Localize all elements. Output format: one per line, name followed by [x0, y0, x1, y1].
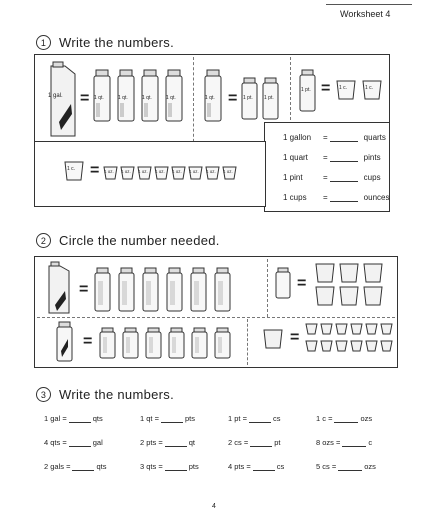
answer-blank[interactable] [250, 438, 272, 447]
ounce-cup: 1 oz. [103, 166, 118, 180]
small-cup-icon[interactable] [335, 323, 348, 335]
answer-blank[interactable] [330, 133, 358, 142]
small-cup-icon[interactable] [365, 340, 378, 352]
answer-blank[interactable] [69, 438, 91, 447]
measuring-cup-icon [263, 329, 283, 349]
problem: 5 cs = ozs [316, 462, 376, 471]
quart-jar: 1 qt. [140, 69, 160, 123]
equals-sign: = [83, 333, 93, 350]
answer-blank[interactable] [249, 414, 271, 423]
equals-sign: = [321, 80, 331, 97]
quart-jar: 1 qt. [116, 69, 136, 123]
cup: 1 c. [335, 79, 357, 101]
answer-blank[interactable] [253, 462, 275, 471]
cup-ounce-box [34, 141, 266, 207]
ounce-cup: 1 oz. [137, 166, 152, 180]
quart-group [92, 69, 184, 123]
conversion-row: 1 quart = pints [283, 153, 381, 162]
small-cup-icon[interactable] [350, 340, 363, 352]
answer-blank[interactable] [334, 414, 358, 423]
equals-sign: = [228, 90, 238, 107]
section-title: Write the numbers. [59, 387, 174, 402]
ounce-group [103, 166, 237, 180]
problem: 1 c = ozs [316, 414, 373, 423]
conversion-row: 1 cups = ounces [283, 193, 390, 202]
pint-jar: 1 pt. [262, 77, 279, 121]
ounce-cup: 1 oz. [120, 166, 135, 180]
pint-jar-icon[interactable] [214, 327, 231, 359]
divider [193, 57, 194, 147]
pint-jar: 1 pt. [241, 77, 258, 121]
answer-blank[interactable] [165, 438, 187, 447]
worksheet-label: Worksheet 4 [340, 9, 391, 19]
small-cup-icon[interactable] [320, 340, 333, 352]
answer-blank[interactable] [161, 414, 183, 423]
page-number: 4 [212, 503, 216, 510]
quart-jar-icon[interactable] [93, 267, 112, 313]
quart-jar: 1 qt. [164, 69, 184, 123]
measuring-cup-icon[interactable] [339, 263, 359, 283]
conversion-row: 1 gallon = quarts [283, 133, 386, 142]
section-2-heading [36, 233, 220, 248]
section-number: 1 [36, 35, 51, 50]
gallon-jug-icon [45, 60, 81, 140]
pint-jar: 1 pt. [299, 69, 316, 113]
problem: 2 cs = pt [228, 438, 281, 447]
quart-jar-icon[interactable] [213, 267, 232, 313]
quart-jar-icon[interactable] [117, 267, 136, 313]
problem: 2 gals = qts [44, 462, 107, 471]
ounce-cup: 1 oz. [188, 166, 203, 180]
problem: 3 qts = pts [140, 462, 199, 471]
problem: 1 gal = qts [44, 414, 103, 423]
small-cup-icon[interactable] [305, 323, 318, 335]
divider [37, 317, 395, 318]
pint-jar-icon[interactable] [99, 327, 116, 359]
pint-choices [99, 327, 231, 359]
problem: 1 qt = pts [140, 414, 195, 423]
pint-jar-icon[interactable] [168, 327, 185, 359]
conversion-row: 1 pint = cups [283, 173, 381, 182]
pint-jar-icon[interactable] [122, 327, 139, 359]
equals-sign: = [80, 90, 90, 107]
section-1-heading [36, 35, 174, 50]
ounce-choices [305, 323, 393, 352]
equals-sign: = [290, 329, 300, 346]
measuring-cup-icon[interactable] [315, 263, 335, 283]
measuring-cup-icon[interactable] [339, 286, 359, 306]
section-2-picture-box [34, 256, 398, 368]
pint-jar-icon[interactable] [191, 327, 208, 359]
cup-choices [315, 263, 383, 306]
answer-blank[interactable] [342, 438, 366, 447]
quart-jar-icon[interactable] [165, 267, 184, 313]
problem: 4 qts = gal [44, 438, 103, 447]
pint-jar-icon[interactable] [145, 327, 162, 359]
answer-blank[interactable] [330, 193, 358, 202]
quart-jar: 1 qt. [203, 69, 223, 123]
section-title: Write the numbers. [59, 35, 174, 50]
problem: 1 pt = cs [228, 414, 281, 423]
measuring-cup-icon[interactable] [315, 286, 335, 306]
answer-blank[interactable] [165, 462, 187, 471]
small-cup-icon[interactable] [365, 323, 378, 335]
cup: 1 c. [361, 79, 383, 101]
quart-jar-icon[interactable] [141, 267, 160, 313]
ounce-cup: 1 oz. [205, 166, 220, 180]
measuring-cup-icon[interactable] [363, 263, 383, 283]
small-cup-icon[interactable] [335, 340, 348, 352]
answer-blank[interactable] [330, 153, 358, 162]
gallon-label: 1 gal. [48, 93, 63, 99]
divider [267, 259, 268, 317]
cup-group [335, 79, 383, 101]
cup: 1 c. [63, 160, 85, 182]
small-cup-icon[interactable] [380, 340, 393, 352]
section-title: Circle the number needed. [59, 233, 220, 248]
small-cup-icon[interactable] [380, 323, 393, 335]
small-cup-icon[interactable] [350, 323, 363, 335]
problem: 8 ozs = c [316, 438, 373, 447]
gallon-jug-icon [45, 261, 73, 315]
answer-blank[interactable] [69, 414, 91, 423]
section-number: 2 [36, 233, 51, 248]
equals-sign: = [297, 275, 307, 292]
quart-jar-icon[interactable] [189, 267, 208, 313]
small-cup-icon[interactable] [305, 340, 318, 352]
ounce-cup: 1 oz. [154, 166, 169, 180]
ounce-cup: 1 oz. [222, 166, 237, 180]
problem: 4 pts = cs [228, 462, 285, 471]
section-number: 3 [36, 387, 51, 402]
header-rule [326, 4, 412, 5]
pint-group [241, 77, 279, 121]
equals-sign: = [79, 281, 89, 298]
conversion-box [264, 122, 390, 212]
quart-choices [93, 267, 232, 313]
ounce-cup: 1 oz. [171, 166, 186, 180]
quart-jar: 1 qt. [92, 69, 112, 123]
section-3-heading [36, 387, 174, 402]
quart-jar-icon [55, 321, 74, 363]
answer-blank[interactable] [338, 462, 362, 471]
measuring-cup-icon[interactable] [363, 286, 383, 306]
answer-blank[interactable] [72, 462, 94, 471]
pint-jar-icon [275, 267, 291, 299]
divider [247, 319, 248, 365]
equals-sign: = [90, 162, 100, 179]
answer-blank[interactable] [330, 173, 358, 182]
divider [290, 57, 291, 125]
small-cup-icon[interactable] [320, 323, 333, 335]
problem: 2 pts = qt [140, 438, 195, 447]
